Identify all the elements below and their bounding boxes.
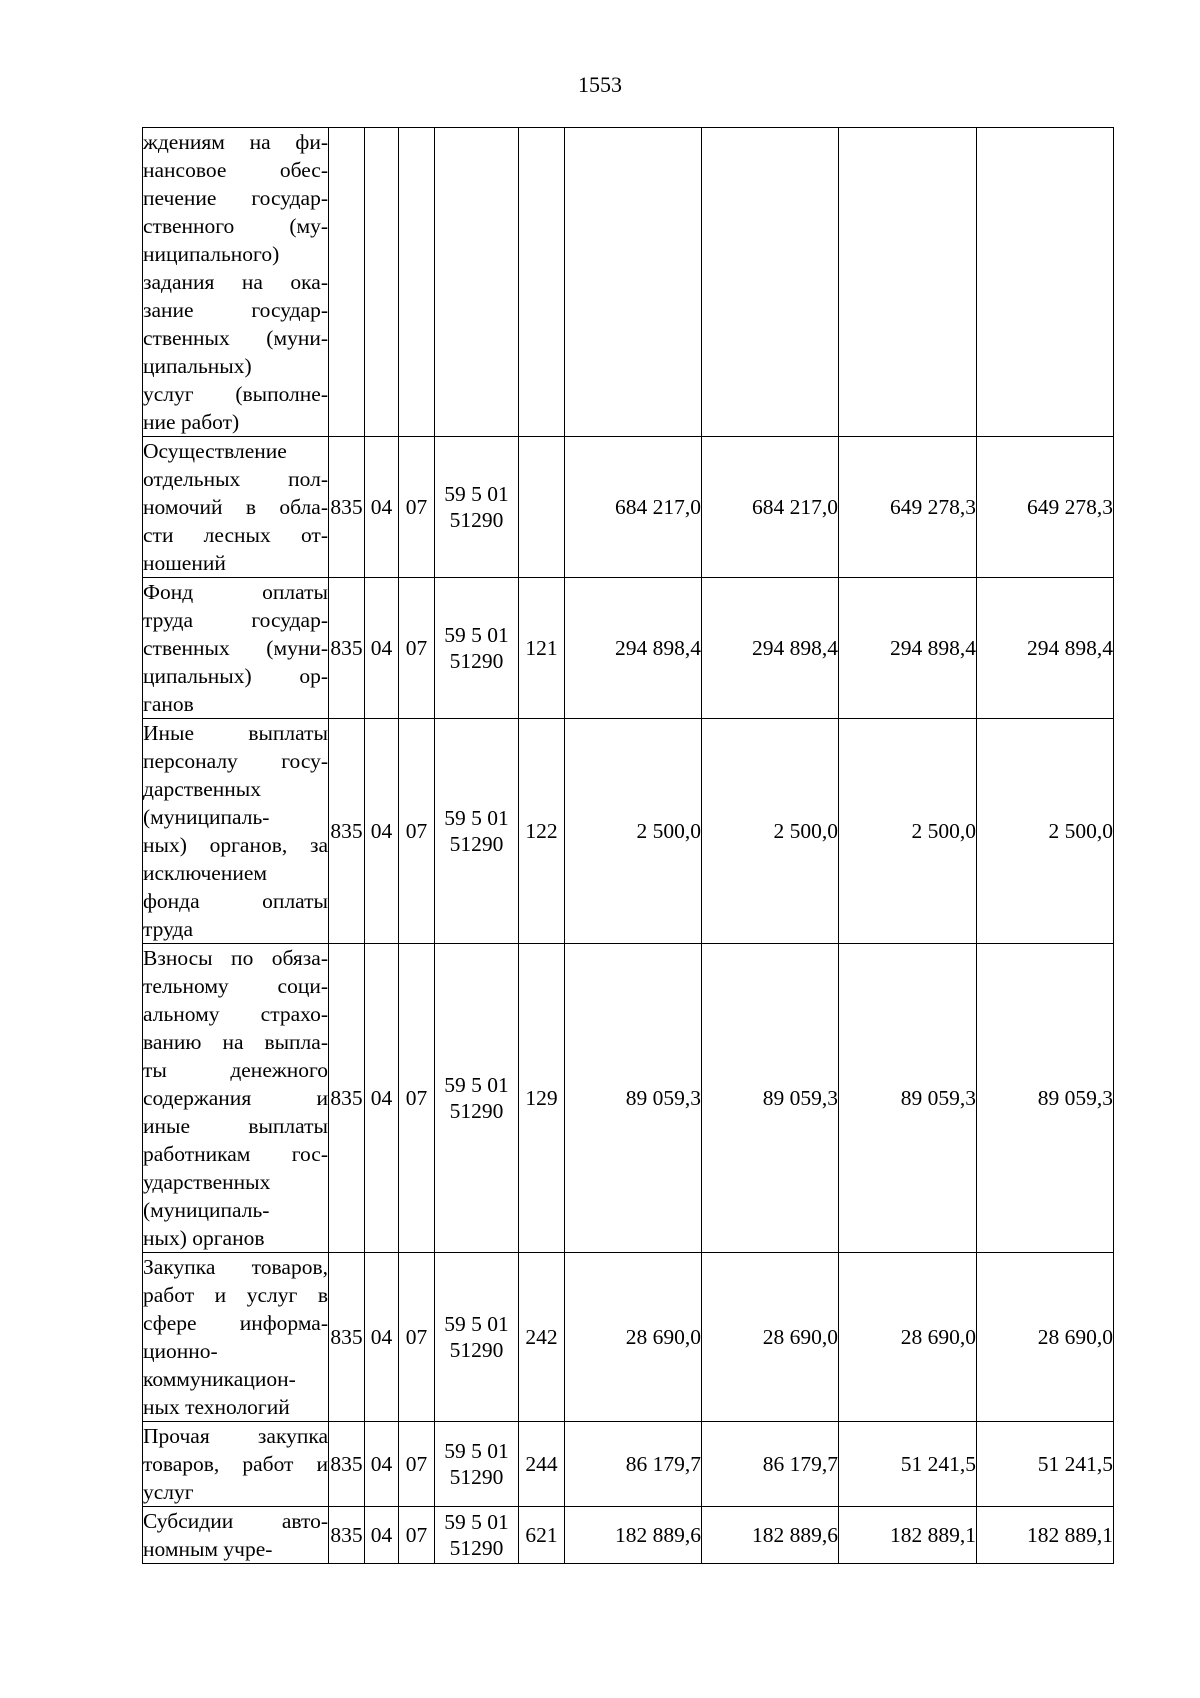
target-article-line-2: 51290 [449,1465,504,1489]
row-name-line: (муниципаль- [143,1198,270,1222]
expense-type-cell: 121 [519,578,565,719]
row-name-line: (муниципаль- [143,805,270,829]
amount-cell-2: 86 179,7 [702,1422,839,1507]
target-article-line-1: 59 5 01 [444,623,509,647]
target-article-cell [435,719,519,944]
section-cell [365,128,399,437]
row-name-line: Субсидии авто- [143,1509,328,1533]
row-name-line: печение государ- [143,186,328,210]
subsection-cell: 07 [399,944,435,1253]
row-name-line: исключением [143,861,267,885]
grbs-cell: 835 [329,1507,365,1564]
table-row [143,944,1114,1253]
row-name-line: ных) органов [143,1226,265,1250]
amount-cell-2 [702,128,839,437]
row-name-line: Осуществление [143,439,287,463]
row-name-line: содержания и [143,1086,328,1110]
section-cell: 04 [365,578,399,719]
amount-cell-4 [977,128,1114,437]
row-name-line: номным учре- [143,1537,273,1561]
amount-cell-3: 182 889,1 [839,1507,977,1564]
target-article-line-1: 59 5 01 [444,1073,509,1097]
row-name-line: сфере информа- [143,1311,328,1335]
row-name-cell [143,1253,329,1422]
row-name-line: ударственных [143,1170,271,1194]
amount-cell-3: 294 898,4 [839,578,977,719]
row-name-line: Прочая закупка [143,1424,328,1448]
row-name-line: ципальных) ор- [143,664,328,688]
table-row [143,1253,1114,1422]
amount-cell-4: 28 690,0 [977,1253,1114,1422]
row-name-line: работникам гос- [143,1142,328,1166]
row-name-cell [143,944,329,1253]
table-row [143,578,1114,719]
row-name-line: услуг [143,1480,194,1504]
target-article-cell [435,1507,519,1564]
target-article-line-2: 51290 [449,832,504,856]
amount-cell-1: 28 690,0 [565,1253,702,1422]
row-name-line: Иные выплаты [143,721,328,745]
row-name-line: иные выплаты [143,1114,328,1138]
row-name-line: ниципального) [143,242,280,266]
row-name-line: ных) органов, за [143,833,328,857]
target-article-line-2: 51290 [449,1099,504,1123]
amount-cell-1: 2 500,0 [565,719,702,944]
row-name-line: ственных (муни- [143,326,328,350]
target-article-cell [435,1253,519,1422]
subsection-cell: 07 [399,1422,435,1507]
expense-type-cell: 129 [519,944,565,1253]
row-name-line: труда государ- [143,608,328,632]
amount-cell-3: 2 500,0 [839,719,977,944]
expense-type-cell: 242 [519,1253,565,1422]
grbs-cell: 835 [329,437,365,578]
expense-type-cell: 244 [519,1422,565,1507]
subsection-cell: 07 [399,1507,435,1564]
target-article-line-2: 51290 [449,1338,504,1362]
row-name-line: коммуникацион- [143,1367,296,1391]
target-article-line-1: 59 5 01 [444,806,509,830]
amount-cell-4: 89 059,3 [977,944,1114,1253]
row-name-line: ственного (му- [143,214,328,238]
section-cell: 04 [365,1507,399,1564]
row-name-line: ты денежного [143,1058,328,1082]
grbs-cell [329,128,365,437]
row-name-line: тельному соци- [143,974,328,998]
row-name-line: товаров, работ и [143,1452,328,1476]
row-name-line: отдельных пол- [143,467,328,491]
row-name-line: Закупка товаров, [143,1255,328,1279]
page-number: 1553 [578,72,622,97]
amount-cell-4: 2 500,0 [977,719,1114,944]
row-name-line: ждениям на фи- [143,130,328,154]
row-name-line: ционно- [143,1339,218,1363]
target-article-line-1: 59 5 01 [444,1312,509,1336]
table-row [143,1507,1114,1564]
expense-type-cell: 122 [519,719,565,944]
budget-table [142,127,1114,1564]
amount-cell-1: 294 898,4 [565,578,702,719]
target-article-cell [435,1422,519,1507]
target-article-cell [435,128,519,437]
amount-cell-4: 649 278,3 [977,437,1114,578]
row-name-cell [143,128,329,437]
amount-cell-3 [839,128,977,437]
row-name-line: Взносы по обяза- [143,946,328,970]
row-name-line: номочий в обла- [143,495,328,519]
row-name-line: дарственных [143,777,261,801]
target-article-line-2: 51290 [449,649,504,673]
amount-cell-3: 28 690,0 [839,1253,977,1422]
grbs-cell: 835 [329,944,365,1253]
table-row [143,1422,1114,1507]
target-article-cell [435,437,519,578]
section-cell: 04 [365,1422,399,1507]
row-name-line: альному страхо- [143,1002,328,1026]
table-body [143,128,1114,1564]
amount-cell-1: 86 179,7 [565,1422,702,1507]
row-name-line: труда [143,917,194,941]
section-cell: 04 [365,944,399,1253]
row-name-line: работ и услуг в [143,1283,328,1307]
row-name-cell [143,578,329,719]
amount-cell-1 [565,128,702,437]
section-cell: 04 [365,1253,399,1422]
row-name-line: персоналу госу- [143,749,328,773]
amount-cell-1: 89 059,3 [565,944,702,1253]
grbs-cell: 835 [329,1253,365,1422]
amount-cell-3: 51 241,5 [839,1422,977,1507]
subsection-cell: 07 [399,578,435,719]
amount-cell-3: 649 278,3 [839,437,977,578]
target-article-line-1: 59 5 01 [444,482,509,506]
row-name-line: ципальных) [143,354,252,378]
row-name-cell [143,437,329,578]
amount-cell-2: 2 500,0 [702,719,839,944]
table-row [143,719,1114,944]
subsection-cell: 07 [399,719,435,944]
row-name-line: ношений [143,551,226,575]
row-name-line: ванию на выпла- [143,1030,328,1054]
target-article-cell [435,944,519,1253]
row-name-line: услуг (выполне- [143,382,328,406]
grbs-cell: 835 [329,578,365,719]
amount-cell-4: 182 889,1 [977,1507,1114,1564]
table-row [143,128,1114,437]
amount-cell-2: 89 059,3 [702,944,839,1253]
row-name-cell [143,1507,329,1564]
target-article-cell [435,578,519,719]
row-name-line: сти лесных от- [143,523,328,547]
subsection-cell [399,128,435,437]
amount-cell-1: 182 889,6 [565,1507,702,1564]
row-name-cell [143,719,329,944]
row-name-line: фонда оплаты [143,889,328,913]
row-name-line: ственных (муни- [143,636,328,660]
amount-cell-2: 684 217,0 [702,437,839,578]
amount-cell-2: 294 898,4 [702,578,839,719]
amount-cell-2: 182 889,6 [702,1507,839,1564]
amount-cell-3: 89 059,3 [839,944,977,1253]
row-name-line: Фонд оплаты [143,580,328,604]
amount-cell-4: 294 898,4 [977,578,1114,719]
target-article-line-1: 59 5 01 [444,1439,509,1463]
row-name-line: нансовое обес- [143,158,328,182]
table-row [143,437,1114,578]
row-name-line: ние работ) [143,410,240,434]
target-article-line-2: 51290 [449,508,504,532]
target-article-line-2: 51290 [449,1536,504,1560]
target-article-line-1: 59 5 01 [444,1510,509,1534]
amount-cell-4: 51 241,5 [977,1422,1114,1507]
row-name-line: задания на ока- [143,270,328,294]
subsection-cell: 07 [399,437,435,578]
grbs-cell: 835 [329,719,365,944]
expense-type-cell [519,128,565,437]
row-name-line: ных технологий [143,1395,290,1419]
expense-type-cell [519,437,565,578]
subsection-cell: 07 [399,1253,435,1422]
row-name-cell [143,1422,329,1507]
grbs-cell: 835 [329,1422,365,1507]
amount-cell-1: 684 217,0 [565,437,702,578]
row-name-line: ганов [143,692,194,716]
expense-type-cell: 621 [519,1507,565,1564]
row-name-line: зание государ- [143,298,328,322]
section-cell: 04 [365,437,399,578]
amount-cell-2: 28 690,0 [702,1253,839,1422]
section-cell: 04 [365,719,399,944]
